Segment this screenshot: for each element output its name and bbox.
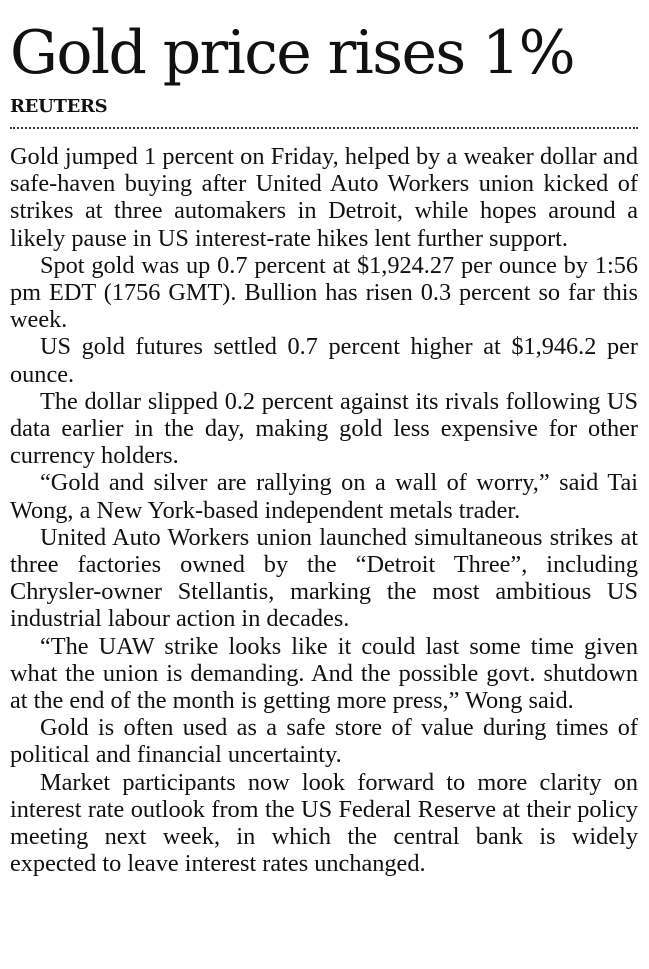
article-paragraph: US gold futures settled 0.7 percent higher at $1,946.2 per ounce. — [10, 333, 638, 388]
news-article — [10, 18, 638, 877]
article-paragraph: Spot gold was up 0.7 percent at $1,924.27 per ounce by 1:56 pm EDT (1756 GMT). Bullion has risen 0.3 percent so far this week. — [10, 251, 638, 334]
article-paragraph: Gold is often used as a safe store of value during times of political and financial uncertainty. — [10, 714, 638, 769]
article-paragraph: United Auto Workers union launched simultaneous strikes at three factories owned by the “Detroit Three”, including Chrysler-owner Stellantis, marking the most ambitious US industrial labour action in decades. — [10, 523, 638, 633]
article-body — [10, 143, 638, 877]
byline: REUTERS — [10, 96, 108, 117]
article-paragraph: Gold jumped 1 percent on Friday, helped by a weaker dollar and safe-haven buying after United Auto Workers union kicked of strikes at three automakers in Detroit, while hopes around a likely pause in US interest-rate hikes lent further support. — [10, 143, 638, 252]
article-paragraph: The dollar slipped 0.2 percent against its rivals following US data earlier in the day, making gold less expensive for other currency holders. — [10, 387, 638, 470]
dotted-divider — [10, 127, 638, 129]
article-paragraph: “Gold and silver are rallying on a wall of worry,” said Tai Wong, a New York-based independent metals trader. — [10, 469, 638, 524]
headline: Gold price rises 1% — [10, 18, 575, 88]
article-paragraph: Market participants now look forward to more clarity on interest rate outlook from the US Federal Reserve at their policy meeting next week, in which the central bank is widely expected to leave interest rates unchanged. — [10, 768, 638, 878]
article-paragraph: “The UAW strike looks like it could last some time given what the union is demanding. And the possible govt. shutdown at the end of the month is getting more press,” Wong said. — [10, 632, 638, 715]
